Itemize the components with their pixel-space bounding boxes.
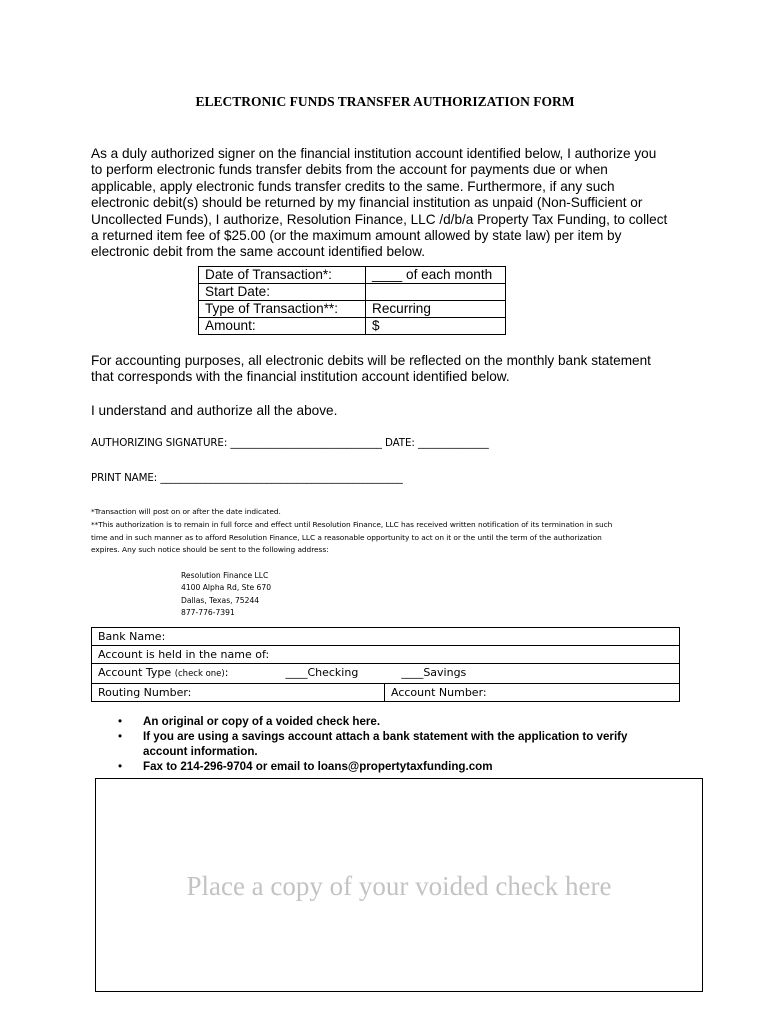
- list-item: [118, 759, 678, 774]
- type-of-transaction-field[interactable]: Recurring: [366, 301, 506, 318]
- table-row: [92, 628, 680, 646]
- form-title: ELECTRONIC FUNDS TRANSFER AUTHORIZATION FORM: [195, 94, 575, 109]
- paragraph-line: For accounting purposes, all electronic debits will be reflected on the monthly bank statement: [91, 353, 651, 368]
- signature-date-line[interactable]: AUTHORIZING SIGNATURE: ______________________________ DATE: ______________: [91, 437, 489, 449]
- paragraph-line: to perform electronic funds transfer debits from the account for payments due or when: [91, 162, 608, 178]
- footnotes: [91, 506, 691, 557]
- bullet-icon: •: [118, 730, 123, 743]
- paragraph-line: As a duly authorized signer on the financial institution account identified below, I authorize you: [91, 146, 657, 161]
- type-of-transaction-label: Type of Transaction**:: [199, 301, 366, 318]
- table-row: [199, 267, 506, 284]
- transaction-table: [198, 266, 506, 335]
- print-name-line[interactable]: PRINT NAME: ________________________________________________: [91, 472, 403, 484]
- footnote-line: expires. Any such notice should be sent to the following address:: [91, 545, 329, 555]
- amount-field[interactable]: $: [366, 318, 506, 335]
- table-row: [92, 646, 680, 664]
- savings-option[interactable]: ____Savings: [401, 666, 467, 679]
- account-type-label: Account Type: [98, 666, 172, 679]
- date-of-transaction-label: Date of Transaction*:: [199, 267, 366, 284]
- address-line: Dallas, Texas, 75244: [181, 595, 260, 605]
- paragraph-line: applicable, apply electronic funds transfer credits to the same. Furthermore, if any such: [91, 178, 615, 194]
- mailing-address: [181, 570, 271, 620]
- paragraph-line: that corresponds with the financial institution account identified below.: [91, 369, 510, 385]
- footnote-line: *Transaction will post on or after the date indicated.: [91, 507, 281, 516]
- address-line: 877-776-7391: [181, 608, 235, 618]
- amount-label: Amount:: [199, 318, 366, 335]
- paragraph-line: electronic debit(s) should be returned by my financial institution as unpaid (Non-Sufficient or: [91, 195, 643, 211]
- paragraph-line: Uncollected Funds), I authorize, Resolution Finance, LLC /d/b/a Property Tax Funding, to collect: [91, 211, 668, 227]
- paragraph-line: electronic debit from the same account identified below.: [91, 244, 425, 260]
- list-item-text: account information.: [143, 745, 258, 758]
- account-number-field[interactable]: Account Number:: [385, 684, 680, 702]
- table-row: [92, 664, 680, 684]
- checking-option[interactable]: ____Checking: [285, 666, 359, 679]
- account-type-field: [92, 664, 680, 684]
- address-line: Resolution Finance LLC: [181, 571, 269, 580]
- accounting-paragraph: [91, 353, 691, 386]
- list-item: [118, 729, 678, 759]
- authorization-paragraph: [91, 146, 691, 261]
- footnote-line: **This authorization is to remain in full force and effect until Resolution Finance, LLC has received written notification of its termination in such: [91, 519, 613, 529]
- table-row: [199, 318, 506, 335]
- instructions-list: [118, 714, 678, 774]
- list-item-text: Fax to 214-296-9704 or email to loans@propertytaxfunding.com: [143, 760, 493, 773]
- bank-info-table: [91, 627, 680, 702]
- table-row: [92, 684, 680, 702]
- routing-number-field[interactable]: Routing Number:: [92, 684, 385, 702]
- understand-statement: I understand and authorize all the above.: [91, 403, 338, 418]
- check-one-hint: (check one): [174, 669, 225, 679]
- bank-name-field[interactable]: Bank Name:: [92, 628, 680, 646]
- date-of-transaction-field[interactable]: ____ of each month: [366, 267, 506, 284]
- bullet-icon: •: [118, 715, 123, 728]
- account-holder-field[interactable]: Account is held in the name of:: [92, 646, 680, 664]
- table-row: [199, 301, 506, 318]
- voided-check-placeholder: Place a copy of your voided check here: [186, 871, 612, 901]
- list-item-text: If you are using a savings account attach a bank statement with the application to verify: [143, 730, 628, 743]
- list-item: [118, 714, 678, 729]
- paragraph-line: a returned item fee of $25.00 (or the maximum amount allowed by state law) per item by: [91, 228, 622, 244]
- voided-check-box[interactable]: [95, 778, 703, 992]
- list-item-text: An original or copy of a voided check here.: [143, 715, 381, 728]
- start-date-label: Start Date:: [199, 284, 366, 301]
- bullet-icon: •: [118, 760, 123, 773]
- account-type-colon: :: [224, 666, 229, 679]
- start-date-field[interactable]: [366, 284, 506, 301]
- table-row: [199, 284, 506, 301]
- address-line: 4100 Alpha Rd, Ste 670: [181, 583, 272, 593]
- footnote-line: time and in such manner as to afford Resolution Finance, LLC a reasonable opportunity to act on it or the until the term of the authorization: [91, 532, 602, 542]
